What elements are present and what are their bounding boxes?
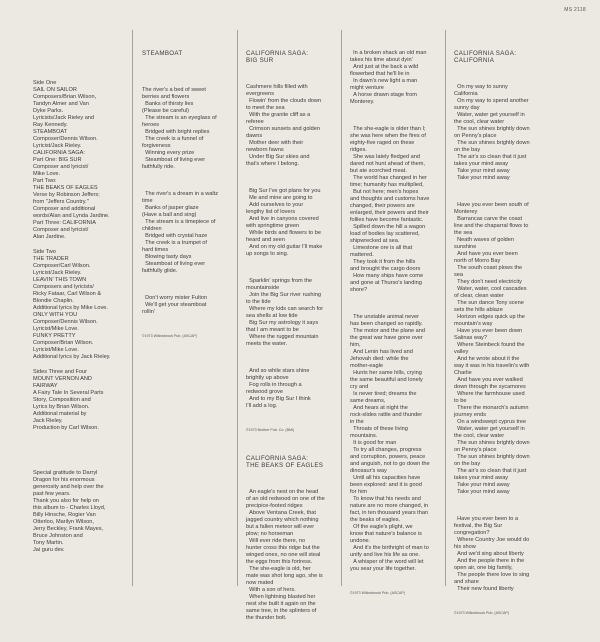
credit-line: Lyricist/Mike Love. xyxy=(33,347,79,353)
credit-line: Alan Jardine. xyxy=(33,234,66,240)
credit-line: Lyricist/Jack Rieley. xyxy=(33,143,82,149)
credit-line: STEAMBOAT xyxy=(33,129,68,135)
lyric-verse: The river's a dream in a waltz time Banks of jasper glaze (Have a ball and sing) The stream is a timepiece of children Bridged with crystal haze The creek is a trumpet of hard times Blowing tasty days Steamboat of living ever faithfully glide. xyxy=(142,191,218,274)
lyric-verse: Cashmere hills filled with evergreens Flowin' from the clouds down to meet the sea With the granite cliff as a referee Crimson sunsets and golden dawns Mother deer with their newborn fawns Under Big Sur skies and that's where I belong. xyxy=(246,84,322,167)
credit-line: Ricky Fataar, Carl Wilson & xyxy=(33,291,102,297)
credits-column xyxy=(33,66,131,586)
lyric-verse: Have you ever been to a festival, the Big Sur congregation? Where Country Joe would do his show And we'd sing about liberty And the people there in the open air, one big family, The people there love to sing and share Their new found liberty xyxy=(454,516,530,592)
credit-line: Additional material by xyxy=(33,411,87,417)
column-divider xyxy=(132,30,133,586)
credit-line: FAIRWAY xyxy=(33,383,58,389)
credit-line: Composer and additional xyxy=(33,206,96,212)
credit-line: Production by Carl Wilson. xyxy=(33,425,99,431)
lyric-verse: Big Sur I've got plans for you Me and mine are going to Add ourselves to your lengthy list of lovers And live in canyons covered with springtime green While birds and flowers to be heard and seen And on my old guitar I'll make up songs to sing. xyxy=(246,188,323,257)
column-divider xyxy=(445,30,446,586)
credit-line: ONLY WITH YOU xyxy=(33,312,78,318)
beaks-of-eagles-column xyxy=(350,36,444,595)
song-title-big-sur: CALIFORNIA SAGA: BIG SUR xyxy=(246,50,309,64)
credit-line: Dyke Parks. xyxy=(33,108,64,114)
credit-line: Composer and lyricist/ xyxy=(33,164,89,170)
lyric-verse: And so while stars shine brightly up above Fog rolls in through a redwood grove And to my Big Sur I think I'll add a log. xyxy=(246,368,311,409)
credit-line: from "Jeffers Country." xyxy=(33,199,89,205)
lyric-verse: An eagle's nest on the head of an old redwood on one of the precipice-footed ridges Above Ventana Creek, that jagged country which nothing but a fallen meteor will ever plow; no horseman Will ever ride there, no hunter cross this ridge but the winged ones, no one will steal the eggs from this fortress. The she-eagle is old, her mate was shot long ago, she is now mated With a son of hers. When lightning blasted her nest she built it again on the same tree, in the splinters of the thunder bolt. xyxy=(246,489,325,621)
credit-line: SAIL ON SAILOR xyxy=(33,87,77,93)
credit-line: Composer/Carl Wilson. xyxy=(33,263,91,269)
catalog-number: MS 2118 xyxy=(564,7,586,13)
credit-line: Sides Three and Four xyxy=(33,369,88,375)
credit-line: Composer/Dennis Wilson. xyxy=(33,136,98,142)
credit-line: Ray Kennedy. xyxy=(33,122,68,128)
lyric-verse: On my way to sunny California On my way to spend another sunny day Water, water get yourself in the cool, clear water The sun shines brightly down on Penny's place The sun shines brightly down on the bay The air's so clean that it just takes your mind away Take your mind away Take your mind away xyxy=(454,84,530,181)
lyric-verse: In a broken shack an old man takes his time about dyin' And just at the back a wild flowerbed that he'll lie in In dawn's new light a man might venture A horse drawn stage from Monterey. xyxy=(350,50,427,105)
credit-line: Blondie Chaplin. xyxy=(33,298,74,304)
credit-line: THE TRADER xyxy=(33,256,69,262)
credit-line: Composer/Brian Wilson. xyxy=(33,340,94,346)
lyric-verse: Don't worry mister Fulton We'll get your steamboat rollin' xyxy=(142,295,208,315)
credit-line: Lyricists/Jack Rieley and xyxy=(33,115,95,121)
copyright-notice: ©1973 Willowbrook Pub. (ASCAP) xyxy=(142,334,197,338)
lyric-verse: Sparklin' springs from the mountainside Join the Big Sur river rushing to the tide Where my kids can search for sea shells at low tide Big Sur my astrology it says that I am meant to be Where the rugged mountain meets the water. xyxy=(246,278,324,347)
credit-line: Lyricist/Mike Love. xyxy=(33,326,79,332)
copyright-notice: ©1973 Brother Pub. Co. (BMI) xyxy=(246,428,295,432)
big-sur-column xyxy=(246,36,339,621)
credit-line: THE BEAKS OF EAGLES xyxy=(33,185,98,191)
copyright-notice: ©1973 Willowbrook Pub. (ASCAP) xyxy=(454,611,509,615)
credit-line: Part Three: CALIFORNIA xyxy=(33,220,97,226)
credit-line: words/Alan and Lynda Jardine. xyxy=(33,213,110,219)
credit-line: Lyrics by Brian Wilson. xyxy=(33,404,90,410)
lyric-verse: The unstable animal never has been changed so rapidly. The motor and the plane and the great war have gone over him, And Lenin has lived and Jehovah died: while the mother-eagle Hunts her same hills, crying the same beautiful and lonely cry and Is never tired; dreams the same dreams, And hears at night the rock-slides rattle and thunder in the Throats of these living mountains. It is good for man To try all changes, progress and corruption, powers, peace and anguish, not to go down the dinosaur's way Until all his capacities have been explored: and it is good for him To know that his needs and nature are no more changed, in fact, in ten thousand years than the beaks of eagles. Of the eagle's plight, we know that nature's balance is undone. And it's the birthright of man to unify and live his life as one. A whisper of the word will let you sear your life together. xyxy=(350,314,430,572)
credit-line: Side Two xyxy=(33,249,56,255)
credit-line: Composers/Brian Wilson, xyxy=(33,94,97,100)
column-divider xyxy=(341,30,342,586)
special-thanks: Special gratitude to Darryl Dragon for his enormous generosity and help over the past few years. Thank you also for help on this album to - Charles Lloyd, Billy Hinsche, Rogier Van Otterloo, Marilyn Wilson, Jerry Beckley, Frank Mayes, Bruce Johnston and Tony Martin. Jai guru dev. xyxy=(33,470,106,553)
credit-line: Additional lyrics by Mike Love. xyxy=(33,305,108,311)
credit-line: Mike Love. xyxy=(33,171,61,177)
credit-line: FUNKY PRETTY xyxy=(33,333,76,339)
credit-line: Jack Rieley. xyxy=(33,418,63,424)
credit-line: LEAVIN' THIS TOWN xyxy=(33,277,87,283)
credit-line: CALIFORNIA SAGA: xyxy=(33,150,85,156)
credit-line: Part Two: xyxy=(33,178,57,184)
song-title-steamboat: STEAMBOAT xyxy=(142,50,183,57)
credit-line: MOUNT VERNON AND xyxy=(33,376,92,382)
credit-line: Verse by Robinson Jeffers; xyxy=(33,192,100,198)
song-title-california: CALIFORNIA SAGA: CALIFORNIA xyxy=(454,50,517,64)
credit-line: Composer and lyricist/ xyxy=(33,227,89,233)
lyric-verse: The she-eagle is older than I; she was here when the fires of eighty-five raged on these ridges. She was lately fledged and dared not hunt ahead of them, but ate scorched meat. The world has changed in her time; humanity has multiplied, But not here; men's hopes and thoughts and customs have changed, their powers are enlarged, their powers and their follies have become fantastic. Spilled down the hill a wagon load of bodies lay scattered, shipwrecked at sea. Limestone ore is all that mattered. They took it from the hills and brought the cargo doors How many ships have come and gone at Thurso's landing shore? xyxy=(350,126,430,293)
credit-list xyxy=(33,80,131,432)
credit-line: Lyricist/Jack Rieley. xyxy=(33,270,82,276)
credit-line: Composer/Dennis Wilson. xyxy=(33,319,98,325)
steamboat-column xyxy=(142,36,235,586)
lyric-verse: Have you ever been south of Monterey Barrancas carve the coast line and the chaparral flows to the sea Neath waves of golden sunshine And have you ever been north of Morro Bay The south coast plows the sea They don't need electricity Water, water, cool cascades of clear, clean water The sun dance Tony scene sets the hills ablaze Horizon edges quick up the mountain's way Have you ever been down Salinas way? Where Steinbeck found the valley And he wrote about it the way it was in his travelin's with Charlie And have you ever walked down through the sycamores Where the farmhouse used to be There the monarch's autumn journey ends On a windswept cyprus tree Water, water get yourself in the cool, clear water The sun shines brightly down on Penny's place The sun shines brightly down on the bay The air's so clean that it just takes your mind away Take your mind away Take your mind away xyxy=(454,202,530,495)
credit-line: Composers and lyricists/ xyxy=(33,284,94,290)
credit-line: Story, Composition and xyxy=(33,397,91,403)
credit-line: Part One: BIG SUR xyxy=(33,157,82,163)
credit-line: Side One xyxy=(33,80,57,86)
copyright-notice: ©1973 Willowbrook Pub. (ASCAP) xyxy=(350,591,405,595)
california-column xyxy=(454,36,554,615)
credit-line: Tandyn Almer and Van xyxy=(33,101,89,107)
lyric-verse: The river's a bed of sweet berries and flowers Banks of thirsty lies (Please be careful) The stream is an eyeglass of heroes Bridged with bright replies The creek is a funnel of forgiveness Winning every prize Steamboat of living ever faithfully ride. xyxy=(142,87,217,170)
song-title-beaks-of-eagles: CALIFORNIA SAGA: THE BEAKS OF EAGLES xyxy=(246,455,324,469)
column-divider xyxy=(237,30,238,586)
credit-line: A Fairy Tale In Several Parts xyxy=(33,390,104,396)
credit-line: Additional lyrics by Jack Rieley. xyxy=(33,354,111,360)
